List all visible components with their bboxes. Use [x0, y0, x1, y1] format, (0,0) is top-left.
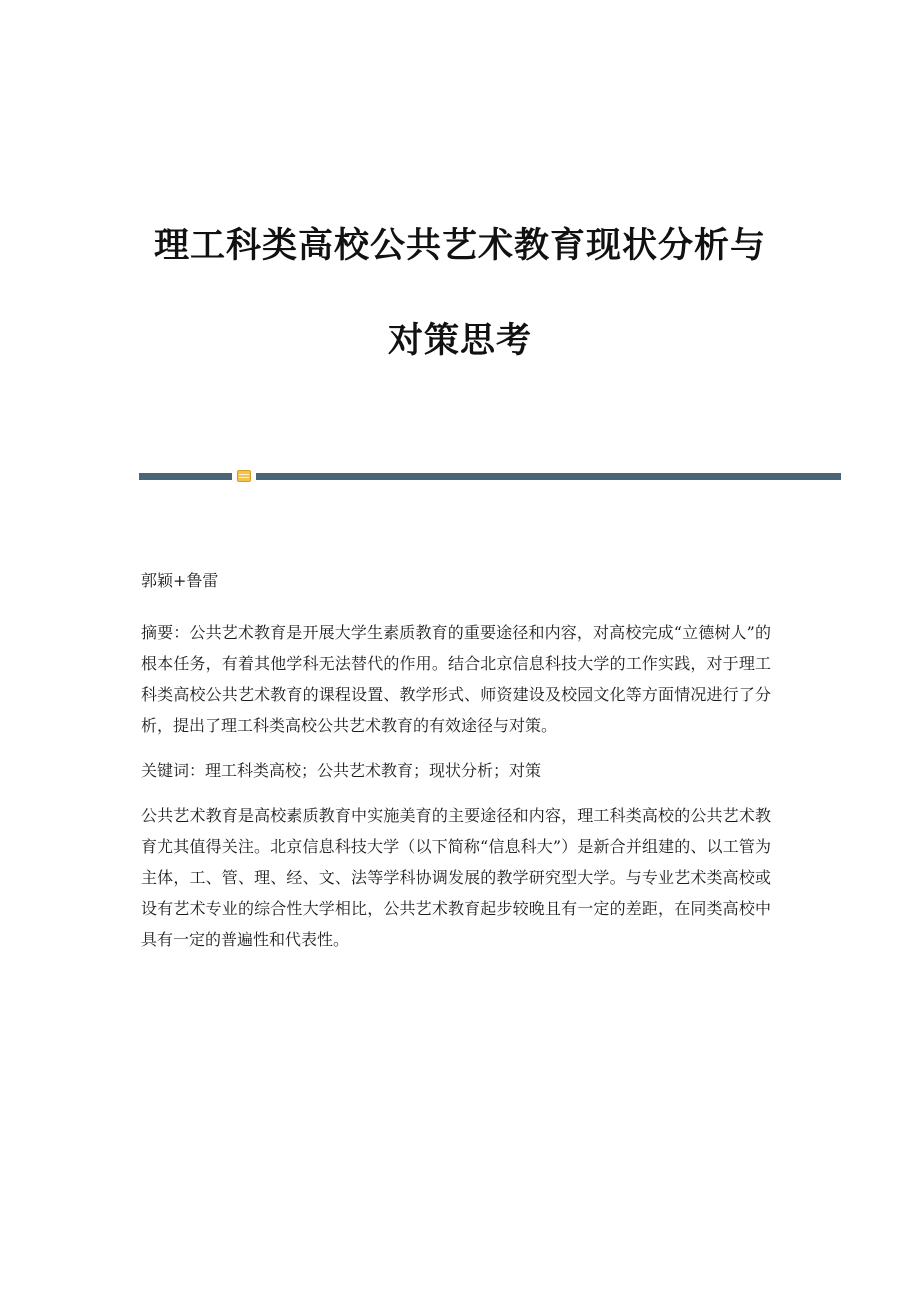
title-divider [139, 469, 841, 483]
divider-emblem-icon [237, 470, 251, 482]
document-title-line-2: 对策思考 [387, 321, 532, 361]
authors: 郭颖+鲁雷 [141, 571, 219, 590]
body-paragraph: 公共艺术教育是高校素质教育中实施美育的主要途径和内容，理工科类高校的公共艺术教育尤其值得关注。北京信息科技大学（以下简称“信息科大”）是新合并组建的、以工管为主体，工、管、理、经、文、法等学科协调发展的教学研究型大学。与专业艺术类高校或设有艺术专业的综合性大学相比，公共艺术教育起步较晚且有一定的差距，在同类高校中具有一定的普遍性和代表性。 [141, 806, 771, 949]
divider-bar-right [256, 473, 841, 480]
abstract: 摘要：公共艺术教育是开展大学生素质教育的重要途径和内容，对高校完成“立德树人”的根本任务，有着其他学科无法替代的作用。结合北京信息科技大学的工作实践，对于理工科类高校公共艺术教育的课程设置、教学形式、师资建设及校园文化等方面情况进行了分析，提出了理工科类高校公共艺术教育的有效途径与对策。 [141, 623, 771, 735]
document-content [141, 565, 771, 955]
keywords: 关键词：理工科类高校；公共艺术教育；现状分析；对策 [141, 761, 542, 780]
divider-bar-left [139, 473, 232, 480]
document-title-line-1: 理工科类高校公共艺术教育现状分析与 [153, 226, 766, 266]
